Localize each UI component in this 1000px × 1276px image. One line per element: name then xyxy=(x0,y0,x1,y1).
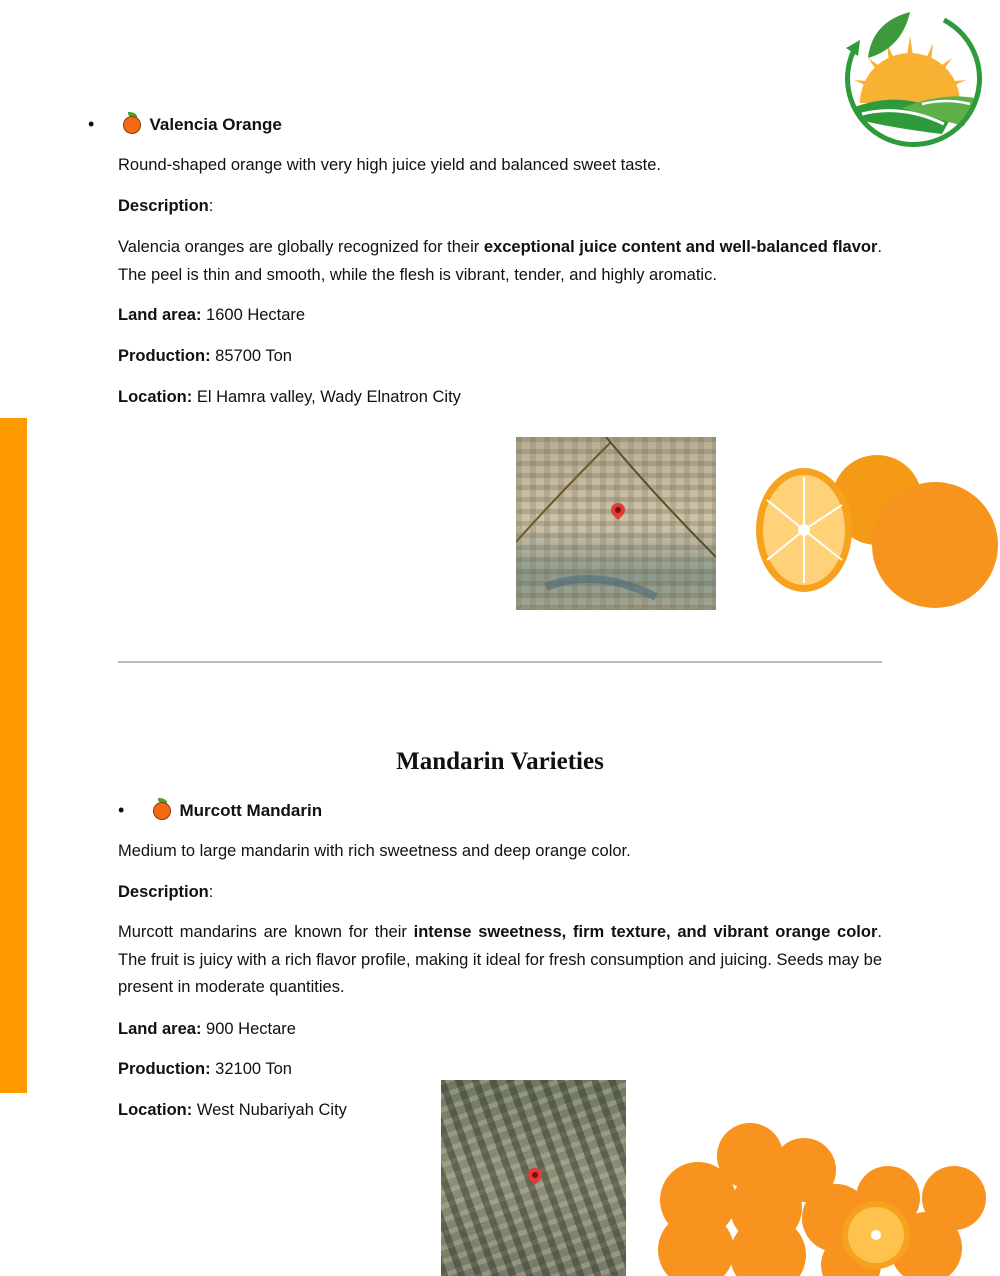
murcott-mandarin-photo xyxy=(656,1120,990,1276)
orange-icon xyxy=(122,112,142,134)
desc-pre: Valencia oranges are globally recognized for their xyxy=(118,238,484,256)
location xyxy=(118,384,882,412)
location-label: Location: xyxy=(118,388,193,406)
location xyxy=(118,1097,418,1125)
production xyxy=(118,343,882,371)
production-value: 32100 Ton xyxy=(210,1060,292,1078)
land-value: 1600 Hectare xyxy=(201,306,306,324)
colon: : xyxy=(208,883,214,901)
description-label-text: Description xyxy=(118,883,209,901)
bullet-item-murcott xyxy=(118,798,322,821)
description-label xyxy=(118,879,882,907)
section-divider xyxy=(118,661,882,663)
section-heading: Mandarin Varieties xyxy=(396,748,604,775)
location-label: Location: xyxy=(118,1101,193,1119)
variety-summary: Medium to large mandarin with rich sweetness and deep orange color. xyxy=(118,842,631,860)
land-area xyxy=(118,1016,882,1044)
map-pin-icon xyxy=(525,1165,545,1185)
valencia-orange-photo xyxy=(752,455,998,610)
description-label xyxy=(118,193,882,221)
land-area xyxy=(118,302,882,330)
variety-title: Murcott Mandarin xyxy=(179,801,323,820)
bullet: • xyxy=(88,114,95,134)
desc-post: . The fruit is juicy with a rich flavor profile, making it ideal for fresh consumption and juicing. Seeds may be present in moderate quantities. xyxy=(118,923,882,996)
land-value: 900 Hectare xyxy=(201,1020,296,1038)
company-logo xyxy=(832,8,988,150)
colon: : xyxy=(208,197,214,215)
land-label: Land area: xyxy=(118,306,202,324)
production-label: Production: xyxy=(118,347,211,365)
description-text xyxy=(118,919,882,1002)
desc-pre: Murcott mandarins are known for their xyxy=(118,923,414,941)
valencia-location-map xyxy=(516,437,716,610)
production-label: Production: xyxy=(118,1060,211,1078)
land-label: Land area: xyxy=(118,1020,202,1038)
bullet: • xyxy=(118,800,125,820)
location-value: West Nubariyah City xyxy=(192,1101,347,1119)
production-value: 85700 Ton xyxy=(210,347,292,365)
description-label-text: Description xyxy=(118,197,209,215)
desc-bold: intense sweetness, firm texture, and vibrant orange color xyxy=(413,923,878,941)
orange-icon xyxy=(152,798,172,820)
bullet-item-valencia xyxy=(88,112,282,135)
description-text xyxy=(118,234,882,289)
murcott-location-map xyxy=(441,1080,626,1276)
variety-title: Valencia Orange xyxy=(149,115,282,134)
location-value: El Hamra valley, Wady Elnatron City xyxy=(192,388,461,406)
desc-bold: exceptional juice content and well-balanced flavor xyxy=(483,238,878,256)
desc-post: . The peel is thin and smooth, while the flesh is vibrant, tender, and highly aromatic. xyxy=(118,238,882,284)
variety-summary: Round-shaped orange with very high juice yield and balanced sweet taste. xyxy=(118,156,662,174)
